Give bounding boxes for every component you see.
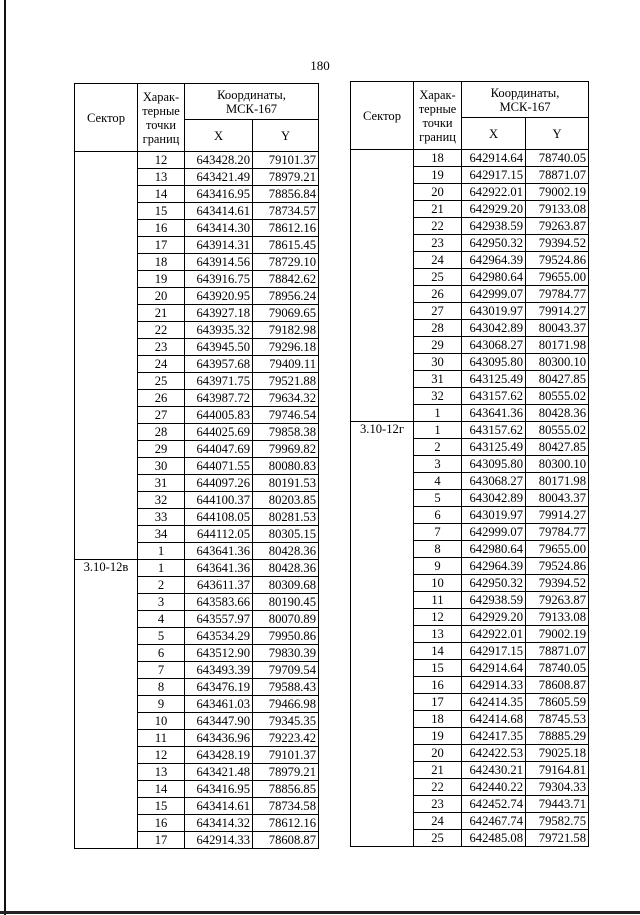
y-coordinate-cell: 80427.85 [526, 439, 589, 456]
x-coordinate-cell: 642938.59 [462, 592, 526, 609]
y-coordinate-cell: 79914.27 [526, 303, 589, 320]
y-coordinate-cell: 78729.10 [253, 254, 319, 271]
point-number-cell: 11 [138, 730, 185, 747]
y-coordinate-cell: 79466.98 [253, 696, 319, 713]
point-number-cell: 13 [138, 169, 185, 186]
y-coordinate-cell: 78956.24 [253, 288, 319, 305]
point-number-cell: 29 [414, 337, 462, 354]
sector-cell: 3.10-12в [75, 560, 138, 849]
header-x: X [462, 118, 526, 150]
x-coordinate-cell: 643428.20 [185, 152, 253, 169]
y-coordinate-cell: 80427.85 [526, 371, 589, 388]
point-number-cell: 15 [414, 660, 462, 677]
x-coordinate-cell: 643157.62 [462, 422, 526, 439]
x-coordinate-cell: 642964.39 [462, 252, 526, 269]
y-coordinate-cell: 80171.98 [526, 473, 589, 490]
y-coordinate-cell: 79394.52 [526, 235, 589, 252]
point-number-cell: 12 [414, 609, 462, 626]
x-coordinate-cell: 643641.36 [185, 543, 253, 560]
header-boundary-points: Харак- терные точки границ [414, 82, 462, 150]
x-coordinate-cell: 643042.89 [462, 490, 526, 507]
header-y: Y [253, 120, 319, 152]
point-number-cell: 18 [414, 150, 462, 167]
x-coordinate-cell: 643414.61 [185, 203, 253, 220]
y-coordinate-cell: 79709.54 [253, 662, 319, 679]
y-coordinate-cell: 78856.85 [253, 781, 319, 798]
x-coordinate-cell: 643068.27 [462, 473, 526, 490]
x-coordinate-cell: 642417.35 [462, 728, 526, 745]
point-number-cell: 5 [138, 628, 185, 645]
y-coordinate-cell: 78734.57 [253, 203, 319, 220]
y-coordinate-cell: 80190.45 [253, 594, 319, 611]
y-coordinate-cell: 79950.86 [253, 628, 319, 645]
point-number-cell: 13 [138, 764, 185, 781]
point-number-cell: 30 [138, 458, 185, 475]
y-coordinate-cell: 79969.82 [253, 441, 319, 458]
y-coordinate-cell: 78608.87 [253, 832, 319, 849]
x-coordinate-cell: 643957.68 [185, 356, 253, 373]
y-coordinate-cell: 79521.88 [253, 373, 319, 390]
x-coordinate-cell: 642980.64 [462, 269, 526, 286]
y-coordinate-cell: 79263.87 [526, 218, 589, 235]
point-number-cell: 13 [414, 626, 462, 643]
table-row [75, 560, 319, 577]
point-number-cell: 6 [138, 645, 185, 662]
x-coordinate-cell: 642914.64 [462, 660, 526, 677]
point-number-cell: 28 [138, 424, 185, 441]
x-coordinate-cell: 642422.53 [462, 745, 526, 762]
table-body [75, 152, 319, 849]
y-coordinate-cell: 79746.54 [253, 407, 319, 424]
x-coordinate-cell: 643987.72 [185, 390, 253, 407]
y-coordinate-cell: 80300.10 [526, 456, 589, 473]
y-coordinate-cell: 78871.07 [526, 643, 589, 660]
x-coordinate-cell: 642430.21 [462, 762, 526, 779]
y-coordinate-cell: 79409.11 [253, 356, 319, 373]
y-coordinate-cell: 80300.10 [526, 354, 589, 371]
x-coordinate-cell: 643436.96 [185, 730, 253, 747]
x-coordinate-cell: 642914.33 [185, 832, 253, 849]
x-coordinate-cell: 643095.80 [462, 354, 526, 371]
y-coordinate-cell: 79784.77 [526, 286, 589, 303]
y-coordinate-cell: 78612.16 [253, 815, 319, 832]
point-number-cell: 17 [138, 832, 185, 849]
y-coordinate-cell: 79164.81 [526, 762, 589, 779]
y-coordinate-cell: 80191.53 [253, 475, 319, 492]
x-coordinate-cell: 644047.69 [185, 441, 253, 458]
y-coordinate-cell: 79182.98 [253, 322, 319, 339]
table-row [351, 150, 589, 167]
y-coordinate-cell: 79914.27 [526, 507, 589, 524]
x-coordinate-cell: 643641.36 [462, 405, 526, 422]
x-coordinate-cell: 643916.75 [185, 271, 253, 288]
x-coordinate-cell: 642929.20 [462, 201, 526, 218]
header-coordinates: Координаты, МСК-167 [462, 82, 589, 118]
y-coordinate-cell: 78979.21 [253, 169, 319, 186]
scan-left-edge [4, 0, 6, 915]
x-coordinate-cell: 643920.95 [185, 288, 253, 305]
point-number-cell: 9 [414, 558, 462, 575]
y-coordinate-cell: 79069.65 [253, 305, 319, 322]
x-coordinate-cell: 642929.20 [462, 609, 526, 626]
point-number-cell: 32 [138, 492, 185, 509]
point-number-cell: 19 [414, 167, 462, 184]
y-coordinate-cell: 78979.21 [253, 764, 319, 781]
point-number-cell: 27 [414, 303, 462, 320]
y-coordinate-cell: 78871.07 [526, 167, 589, 184]
x-coordinate-cell: 643476.19 [185, 679, 253, 696]
y-coordinate-cell: 80428.36 [253, 560, 319, 577]
y-coordinate-cell: 79524.86 [526, 252, 589, 269]
point-number-cell: 26 [138, 390, 185, 407]
y-coordinate-cell: 80043.37 [526, 320, 589, 337]
point-number-cell: 15 [138, 203, 185, 220]
point-number-cell: 12 [138, 747, 185, 764]
point-number-cell: 8 [414, 541, 462, 558]
y-coordinate-cell: 78608.87 [526, 677, 589, 694]
point-number-cell: 24 [414, 252, 462, 269]
x-coordinate-cell: 642467.74 [462, 813, 526, 830]
y-coordinate-cell: 80428.36 [253, 543, 319, 560]
x-coordinate-cell: 643416.95 [185, 186, 253, 203]
x-coordinate-cell: 643428.19 [185, 747, 253, 764]
x-coordinate-cell: 643583.66 [185, 594, 253, 611]
x-coordinate-cell: 643125.49 [462, 439, 526, 456]
x-coordinate-cell: 642950.32 [462, 575, 526, 592]
point-number-cell: 27 [138, 407, 185, 424]
x-coordinate-cell: 643157.62 [462, 388, 526, 405]
y-coordinate-cell: 80305.15 [253, 526, 319, 543]
point-number-cell: 3 [414, 456, 462, 473]
x-coordinate-cell: 642485.08 [462, 830, 526, 847]
x-coordinate-cell: 643447.90 [185, 713, 253, 730]
point-number-cell: 22 [138, 322, 185, 339]
point-number-cell: 22 [414, 218, 462, 235]
point-number-cell: 11 [414, 592, 462, 609]
y-coordinate-cell: 78842.62 [253, 271, 319, 288]
point-number-cell: 2 [414, 439, 462, 456]
y-coordinate-cell: 79524.86 [526, 558, 589, 575]
x-coordinate-cell: 643421.49 [185, 169, 253, 186]
x-coordinate-cell: 644108.05 [185, 509, 253, 526]
point-number-cell: 26 [414, 286, 462, 303]
y-coordinate-cell: 78885.29 [526, 728, 589, 745]
y-coordinate-cell: 79296.18 [253, 339, 319, 356]
point-number-cell: 12 [138, 152, 185, 169]
y-coordinate-cell: 79634.32 [253, 390, 319, 407]
x-coordinate-cell: 643534.29 [185, 628, 253, 645]
scan-bottom-edge [0, 911, 640, 914]
table-row [351, 422, 589, 439]
y-coordinate-cell: 80555.02 [526, 422, 589, 439]
x-coordinate-cell: 643068.27 [462, 337, 526, 354]
point-number-cell: 21 [414, 201, 462, 218]
x-coordinate-cell: 643641.36 [185, 560, 253, 577]
point-number-cell: 28 [414, 320, 462, 337]
point-number-cell: 21 [414, 762, 462, 779]
header-sector: Сектор [75, 84, 138, 152]
y-coordinate-cell: 79002.19 [526, 184, 589, 201]
header-x: X [185, 120, 253, 152]
point-number-cell: 15 [138, 798, 185, 815]
y-coordinate-cell: 79101.37 [253, 152, 319, 169]
y-coordinate-cell: 80555.02 [526, 388, 589, 405]
point-number-cell: 3 [138, 594, 185, 611]
x-coordinate-cell: 643421.48 [185, 764, 253, 781]
y-coordinate-cell: 79304.33 [526, 779, 589, 796]
point-number-cell: 19 [138, 271, 185, 288]
point-number-cell: 17 [138, 237, 185, 254]
point-number-cell: 14 [414, 643, 462, 660]
point-number-cell: 17 [414, 694, 462, 711]
y-coordinate-cell: 78856.84 [253, 186, 319, 203]
x-coordinate-cell: 643935.32 [185, 322, 253, 339]
point-number-cell: 16 [138, 220, 185, 237]
x-coordinate-cell: 643019.97 [462, 303, 526, 320]
x-coordinate-cell: 643945.50 [185, 339, 253, 356]
point-number-cell: 2 [138, 577, 185, 594]
x-coordinate-cell: 644005.83 [185, 407, 253, 424]
point-number-cell: 14 [138, 781, 185, 798]
point-number-cell: 20 [414, 184, 462, 201]
x-coordinate-cell: 643914.31 [185, 237, 253, 254]
y-coordinate-cell: 79588.43 [253, 679, 319, 696]
point-number-cell: 25 [414, 269, 462, 286]
table-row [75, 152, 319, 169]
point-number-cell: 18 [138, 254, 185, 271]
y-coordinate-cell: 79784.77 [526, 524, 589, 541]
point-number-cell: 25 [138, 373, 185, 390]
point-number-cell: 30 [414, 354, 462, 371]
point-number-cell: 34 [138, 526, 185, 543]
sector-cell [351, 150, 414, 422]
point-number-cell: 19 [414, 728, 462, 745]
point-number-cell: 5 [414, 490, 462, 507]
x-coordinate-cell: 642917.15 [462, 643, 526, 660]
y-coordinate-cell: 78740.05 [526, 660, 589, 677]
y-coordinate-cell: 78605.59 [526, 694, 589, 711]
y-coordinate-cell: 80070.89 [253, 611, 319, 628]
y-coordinate-cell: 79443.71 [526, 796, 589, 813]
y-coordinate-cell: 80281.53 [253, 509, 319, 526]
y-coordinate-cell: 79101.37 [253, 747, 319, 764]
y-coordinate-cell: 79394.52 [526, 575, 589, 592]
point-number-cell: 4 [138, 611, 185, 628]
x-coordinate-cell: 643042.89 [462, 320, 526, 337]
point-number-cell: 25 [414, 830, 462, 847]
point-number-cell: 23 [138, 339, 185, 356]
point-number-cell: 23 [414, 796, 462, 813]
x-coordinate-cell: 643414.32 [185, 815, 253, 832]
point-number-cell: 24 [138, 356, 185, 373]
point-number-cell: 4 [414, 473, 462, 490]
point-number-cell: 16 [138, 815, 185, 832]
table-body [351, 150, 589, 847]
header-y: Y [526, 118, 589, 150]
point-number-cell: 9 [138, 696, 185, 713]
y-coordinate-cell: 79263.87 [526, 592, 589, 609]
point-number-cell: 31 [414, 371, 462, 388]
x-coordinate-cell: 643414.30 [185, 220, 253, 237]
point-number-cell: 20 [414, 745, 462, 762]
x-coordinate-cell: 642414.68 [462, 711, 526, 728]
coordinates-table-right [350, 81, 589, 847]
point-number-cell: 1 [414, 405, 462, 422]
x-coordinate-cell: 643927.18 [185, 305, 253, 322]
point-number-cell: 14 [138, 186, 185, 203]
y-coordinate-cell: 79002.19 [526, 626, 589, 643]
point-number-cell: 10 [138, 713, 185, 730]
x-coordinate-cell: 643095.80 [462, 456, 526, 473]
point-number-cell: 20 [138, 288, 185, 305]
point-number-cell: 31 [138, 475, 185, 492]
y-coordinate-cell: 79858.38 [253, 424, 319, 441]
x-coordinate-cell: 644025.69 [185, 424, 253, 441]
point-number-cell: 1 [138, 560, 185, 577]
x-coordinate-cell: 644071.55 [185, 458, 253, 475]
y-coordinate-cell: 79721.58 [526, 830, 589, 847]
x-coordinate-cell: 642980.64 [462, 541, 526, 558]
y-coordinate-cell: 79133.08 [526, 201, 589, 218]
y-coordinate-cell: 79830.39 [253, 645, 319, 662]
point-number-cell: 1 [138, 543, 185, 560]
sector-cell [75, 152, 138, 560]
y-coordinate-cell: 78612.16 [253, 220, 319, 237]
x-coordinate-cell: 642922.01 [462, 626, 526, 643]
point-number-cell: 8 [138, 679, 185, 696]
header-coordinates: Координаты, МСК-167 [185, 84, 319, 120]
x-coordinate-cell: 643019.97 [462, 507, 526, 524]
point-number-cell: 23 [414, 235, 462, 252]
y-coordinate-cell: 78740.05 [526, 150, 589, 167]
point-number-cell: 6 [414, 507, 462, 524]
y-coordinate-cell: 80043.37 [526, 490, 589, 507]
x-coordinate-cell: 642917.15 [462, 167, 526, 184]
x-coordinate-cell: 644097.26 [185, 475, 253, 492]
point-number-cell: 7 [138, 662, 185, 679]
point-number-cell: 7 [414, 524, 462, 541]
x-coordinate-cell: 643493.39 [185, 662, 253, 679]
y-coordinate-cell: 80171.98 [526, 337, 589, 354]
x-coordinate-cell: 642914.33 [462, 677, 526, 694]
y-coordinate-cell: 79133.08 [526, 609, 589, 626]
x-coordinate-cell: 642914.64 [462, 150, 526, 167]
point-number-cell: 1 [414, 422, 462, 439]
x-coordinate-cell: 643416.95 [185, 781, 253, 798]
point-number-cell: 21 [138, 305, 185, 322]
x-coordinate-cell: 643512.90 [185, 645, 253, 662]
y-coordinate-cell: 78734.58 [253, 798, 319, 815]
x-coordinate-cell: 642414.35 [462, 694, 526, 711]
x-coordinate-cell: 644100.37 [185, 492, 253, 509]
header-boundary-points: Харак- терные точки границ [138, 84, 185, 152]
y-coordinate-cell: 80428.36 [526, 405, 589, 422]
point-number-cell: 22 [414, 779, 462, 796]
point-number-cell: 24 [414, 813, 462, 830]
header-sector: Сектор [351, 82, 414, 150]
x-coordinate-cell: 643557.97 [185, 611, 253, 628]
y-coordinate-cell: 79655.00 [526, 541, 589, 558]
point-number-cell: 32 [414, 388, 462, 405]
y-coordinate-cell: 79223.42 [253, 730, 319, 747]
y-coordinate-cell: 80203.85 [253, 492, 319, 509]
point-number-cell: 10 [414, 575, 462, 592]
x-coordinate-cell: 643461.03 [185, 696, 253, 713]
x-coordinate-cell: 642922.01 [462, 184, 526, 201]
x-coordinate-cell: 642938.59 [462, 218, 526, 235]
point-number-cell: 33 [138, 509, 185, 526]
x-coordinate-cell: 642452.74 [462, 796, 526, 813]
y-coordinate-cell: 80309.68 [253, 577, 319, 594]
y-coordinate-cell: 80080.83 [253, 458, 319, 475]
sector-cell: 3.10-12г [351, 422, 414, 847]
y-coordinate-cell: 78615.45 [253, 237, 319, 254]
point-number-cell: 29 [138, 441, 185, 458]
x-coordinate-cell: 642999.07 [462, 286, 526, 303]
point-number-cell: 18 [414, 711, 462, 728]
y-coordinate-cell: 78745.53 [526, 711, 589, 728]
x-coordinate-cell: 642999.07 [462, 524, 526, 541]
point-number-cell: 16 [414, 677, 462, 694]
x-coordinate-cell: 643414.61 [185, 798, 253, 815]
x-coordinate-cell: 642950.32 [462, 235, 526, 252]
coordinates-table-left [74, 83, 319, 849]
y-coordinate-cell: 79025.18 [526, 745, 589, 762]
x-coordinate-cell: 643971.75 [185, 373, 253, 390]
y-coordinate-cell: 79582.75 [526, 813, 589, 830]
x-coordinate-cell: 643914.56 [185, 254, 253, 271]
x-coordinate-cell: 644112.05 [185, 526, 253, 543]
x-coordinate-cell: 642964.39 [462, 558, 526, 575]
page-number: 180 [310, 58, 330, 73]
x-coordinate-cell: 642440.22 [462, 779, 526, 796]
x-coordinate-cell: 643611.37 [185, 577, 253, 594]
y-coordinate-cell: 79655.00 [526, 269, 589, 286]
x-coordinate-cell: 643125.49 [462, 371, 526, 388]
y-coordinate-cell: 79345.35 [253, 713, 319, 730]
